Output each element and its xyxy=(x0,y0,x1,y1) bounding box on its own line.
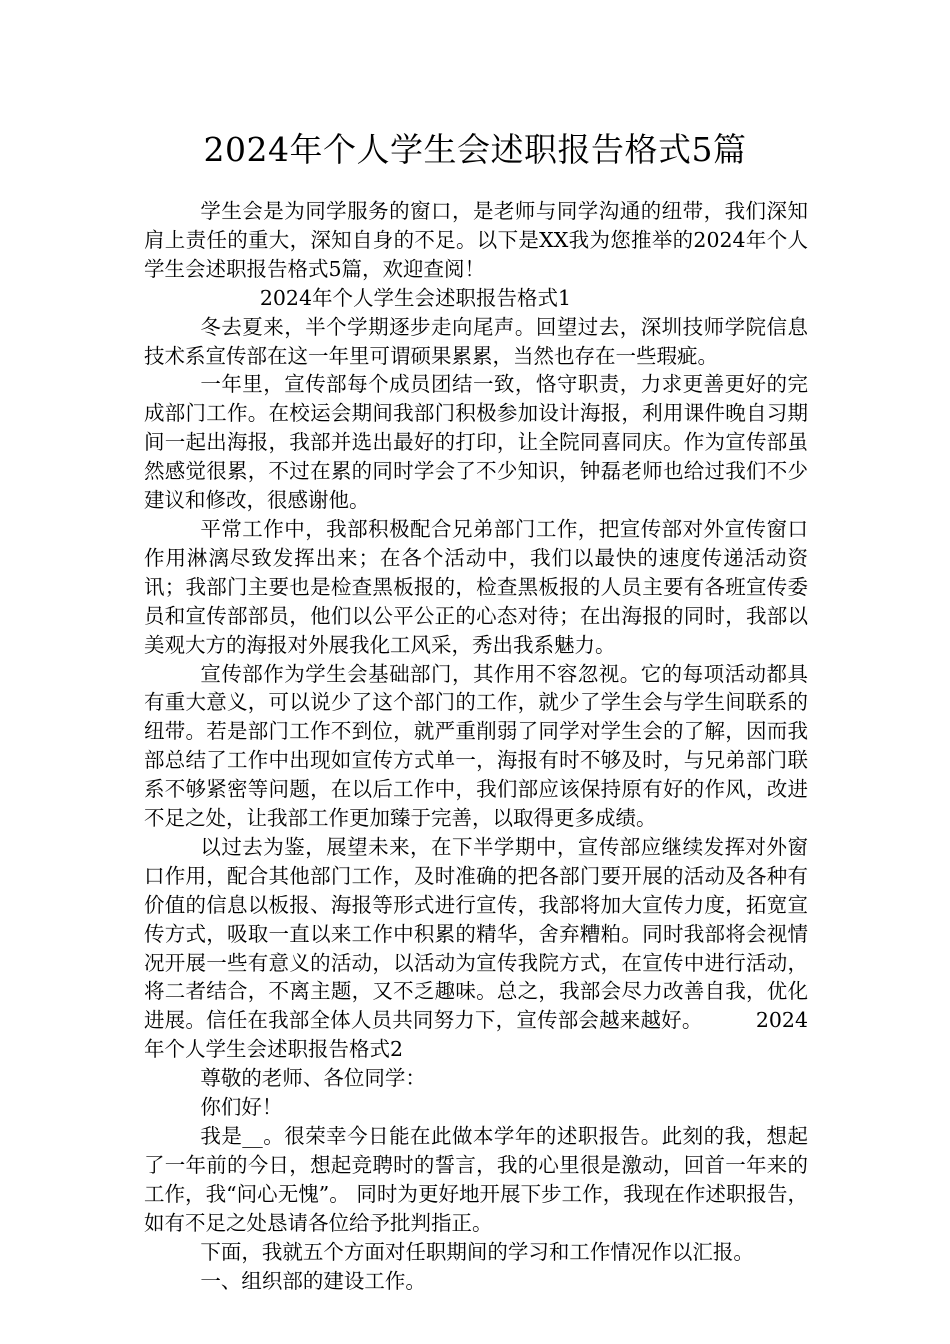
section-2-paragraph-1: 我是__。很荣幸今日能在此做本学年的述职报告。此刻的我，想起了一年前的今日，想起竞聘时的誓言，我的心里很是激动，回首一年来的工作，我“问心无愧”。 同时为更好地开展下步工作，我现在作述职报告，如有不足之处恳请各位给予批判指正。 xyxy=(144,1124,808,1235)
section-1-paragraph-5-text: 以过去为鉴，展望未来，在下半学期中，宣传部应继续发挥对外窗口作用，配合其他部门工作，及时准确的把各部门要开展的活动及各种有价值的信息以板报、海报等形式进行宣传，我部将加大宣传力度，拓宽宣传方式，吸取一直以来工作中积累的精华，舍弃糟粕。同时我部将会视情况开展一些有意义的活动，以活动为宣传我院方式，在宣传中进行活动，将二者结合，不离主题，又不乏趣味。总之，我部会尽力改善自我，优化进展。信任在我部全体人员共同努力下，宣传部会越来越好。 xyxy=(144,834,808,1033)
section-2-paragraph-3: 一、组织部的建设工作。 xyxy=(200,1268,426,1293)
intro-paragraph: 学生会是为同学服务的窗口，是老师与同学沟通的纽带，我们深知肩上责任的重大，深知自身的不足。以下是XX我为您推举的2024年个人学生会述职报告格式5篇，欢迎查阅！ xyxy=(144,199,808,281)
section-1-heading: 2024年个人学生会述职报告格式1 xyxy=(259,285,572,310)
section-1-paragraph-4: 宣传部作为学生会基础部门，其作用不容忽视。它的每项活动都具有重大意义，可以说少了这个部门的工作，就少了学生会与学生间联系的纽带。若是部门工作不到位，就严重削弱了同学对学生会的了解，因而我部总结了工作中出现如宣传方式单一，海报有时不够及时，与兄弟部门联系不够紧密等问题，在以后工作中，我们部应该保持原有好的作风，改进不足之处，让我部工作更加臻于完善，以取得更多成绩。 xyxy=(144,661,808,831)
section-2-greeting: 尊敬的老师、各位同学： xyxy=(200,1066,426,1091)
section-2-heading: 2024年个人学生会述职报告格式2 xyxy=(144,1008,808,1062)
document-title: 2024年个人学生会述职报告格式5篇 xyxy=(203,130,747,169)
section-1-paragraph-1: 冬去夏来，半个学期逐步走向尾声。回望过去，深圳技师学院信息技术系宣传部在这一年里可谓硕果累累，当然也存在一些瑕疵。 xyxy=(144,314,808,368)
section-2-paragraph-2: 下面，我就五个方面对任职期间的学习和工作情况作以汇报。 xyxy=(200,1239,754,1264)
section-1-paragraph-5 xyxy=(144,833,808,1064)
section-2-hello: 你们好！ xyxy=(200,1095,283,1120)
section-1-paragraph-3: 平常工作中，我部积极配合兄弟部门工作，把宣传部对外宣传窗口作用淋漓尽致发挥出来；在各个活动中，我们以最快的速度传递活动资讯；我部门主要也是检查黑板报的，检查黑板报的人员主要有各班宣传委员和宣传部部员，他们以公平公正的心态对待；在出海报的同时，我部以美观大方的海报对外展我化工风采，秀出我系魅力。 xyxy=(144,516,808,657)
document-body xyxy=(144,197,808,1295)
section-1-paragraph-2: 一年里，宣传部每个成员团结一致，恪守职责，力求更善更好的完成部门工作。在校运会期间我部门积极参加设计海报，利用课件晚自习期间一起出海报，我部并选出最好的打印，让全院同喜同庆。作为宣传部虽然感觉很累，不过在累的同时学会了不少知识，钟磊老师也给过我们不少建议和修改，很感谢他。 xyxy=(144,372,808,513)
